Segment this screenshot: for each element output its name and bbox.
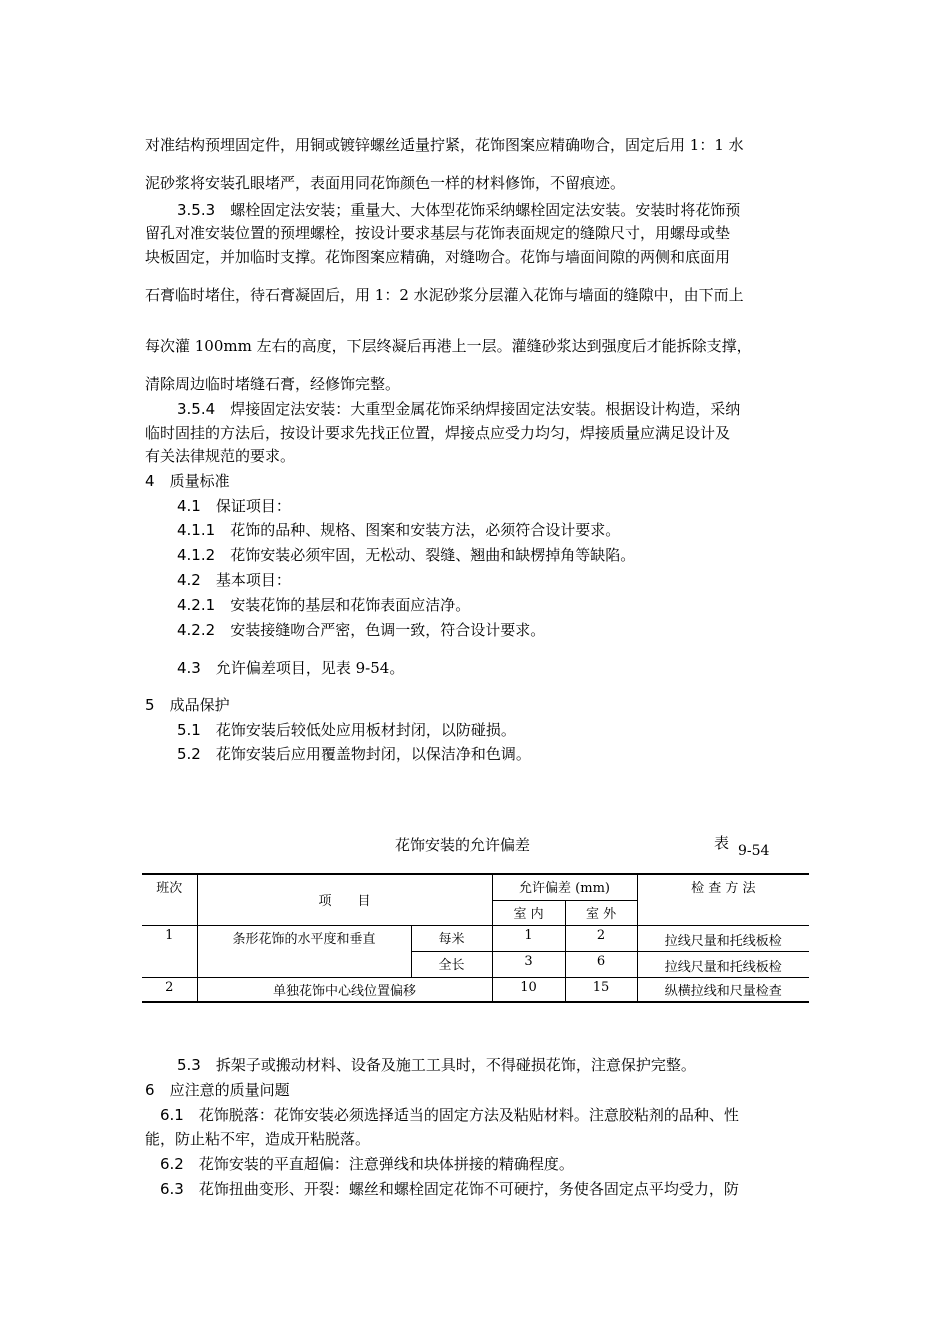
cell-outdoor: 6 xyxy=(565,951,637,977)
header-method: 检 查 方 法 xyxy=(637,874,809,925)
paragraph-line: 泥砂浆将安装孔眼堵严，表面用同花饰颜色一样的材料修饰，不留痕迹。 xyxy=(145,174,626,192)
section-4-1: 4.1 保证项目： xyxy=(177,497,291,515)
table-number: 9-54 xyxy=(738,843,770,859)
cell-method: 纵横拉线和尺量检查 xyxy=(637,977,809,1002)
section-4-2: 4.2 基本项目： xyxy=(177,571,291,589)
cell-sub: 全长 xyxy=(411,951,492,977)
tolerance-table xyxy=(142,873,809,1003)
heading-6: 6 应注意的质量问题 xyxy=(145,1081,290,1099)
section-4-2-2: 4.2.2 安装接缝吻合严密，色调一致，符合设计要求。 xyxy=(177,621,546,639)
paragraph-line: 清除周边临时堵缝石膏，经修饰完整。 xyxy=(145,375,401,393)
paragraph-line: 临时固挂的方法后，按设计要求先找正位置，焊接点应受力均匀，焊接质量应满足设计及 xyxy=(145,424,731,442)
section-6-2: 6.2 花饰安装的平直超偏：注意弹线和块体拼接的精确程度。 xyxy=(160,1155,574,1173)
section-5-2: 5.2 花饰安装后应用覆盖物封闭，以保洁净和色调。 xyxy=(177,745,531,763)
table-label: 表 xyxy=(714,834,730,852)
section-5-1: 5.1 花饰安装后较低处应用板材封闭，以防碰损。 xyxy=(177,721,516,739)
paragraph-line: 每次灌 100mm 左右的高度，下层终凝后再港上一层。灌缝砂浆达到强度后才能拆除支撑， xyxy=(145,337,752,355)
section-4-2-1: 4.2.1 安装花饰的基层和花饰表面应洁净。 xyxy=(177,596,471,614)
cell-no: 1 xyxy=(142,925,197,977)
cell-sub: 每米 xyxy=(411,925,492,951)
header-indoor: 室 内 xyxy=(492,900,565,925)
section-5-3: 5.3 拆架子或搬动材料、设备及施工工具时，不得碰损花饰，注意保护完整。 xyxy=(177,1056,696,1074)
header-tolerance: 允许偏差 (mm) xyxy=(492,874,637,900)
heading-4: 4 质量标准 xyxy=(145,472,230,490)
cell-no: 2 xyxy=(142,977,197,1002)
cell-item: 单独花饰中心线位置偏移 xyxy=(197,977,492,1002)
section-4-1-1: 4.1.1 花饰的品种、规格、图案和安装方法，必须符合设计要求。 xyxy=(177,521,621,539)
section-3-5-3: 3.5.3 螺栓固定法安装；重量大、大体型花饰采纳螺栓固定法安装。安装时将花饰预 xyxy=(177,201,741,219)
heading-5: 5 成品保护 xyxy=(145,696,230,714)
cell-method: 拉线尺量和托线板检 xyxy=(637,951,809,977)
table-row xyxy=(142,925,809,951)
header-item: 项 目 xyxy=(197,874,492,925)
cell-outdoor: 15 xyxy=(565,977,637,1002)
header-no: 班次 xyxy=(142,874,197,925)
paragraph-line: 块板固定，并加临时支撑。花饰图案应精确，对缝吻合。花饰与墙面间隙的两侧和底面用 xyxy=(145,248,731,266)
section-6-1: 6.1 花饰脱落：花饰安装必须选择适当的固定方法及粘贴材料。注意胶粘剂的品种、性 xyxy=(160,1106,739,1124)
cell-method: 拉线尺量和托线板检 xyxy=(637,925,809,951)
cell-item: 条形花饰的水平度和垂直 xyxy=(197,925,411,977)
paragraph-line: 能，防止粘不牢，造成开粘脱落。 xyxy=(145,1130,371,1148)
table-row xyxy=(142,977,809,1002)
section-3-5-4: 3.5.4 焊接固定法安装：大重型金属花饰采纳焊接固定法安装。根据设计构造，采纳 xyxy=(177,400,741,418)
paragraph-line: 留孔对准安装位置的预埋螺栓，按设计要求基层与花饰表面规定的缝隙尺寸，用螺母或垫 xyxy=(145,224,731,242)
paragraph-line: 对准结构预埋固定件，用铜或镀锌螺丝适量拧紧，花饰图案应精确吻合，固定后用 1：1 水 xyxy=(145,136,744,154)
cell-indoor: 3 xyxy=(492,951,565,977)
section-6-3: 6.3 花饰扭曲变形、开裂：螺丝和螺栓固定花饰不可硬拧，务使各固定点平均受力，防 xyxy=(160,1180,739,1198)
cell-indoor: 1 xyxy=(492,925,565,951)
paragraph-line: 有关法律规范的要求。 xyxy=(145,447,296,465)
cell-outdoor: 2 xyxy=(565,925,637,951)
table-caption: 花饰安装的允许偏差 xyxy=(395,836,531,854)
cell-indoor: 10 xyxy=(492,977,565,1002)
section-4-1-2: 4.1.2 花饰安装必须牢固，无松动、裂缝、翘曲和缺楞掉角等缺陷。 xyxy=(177,546,636,564)
paragraph-line: 石膏临时堵住，待石膏凝固后，用 1：2 水泥砂浆分层灌入花饰与墙面的缝隙中，由下而上 xyxy=(145,286,744,304)
section-4-3: 4.3 允许偏差项目，见表 9-54。 xyxy=(177,659,405,677)
header-outdoor: 室 外 xyxy=(565,900,637,925)
